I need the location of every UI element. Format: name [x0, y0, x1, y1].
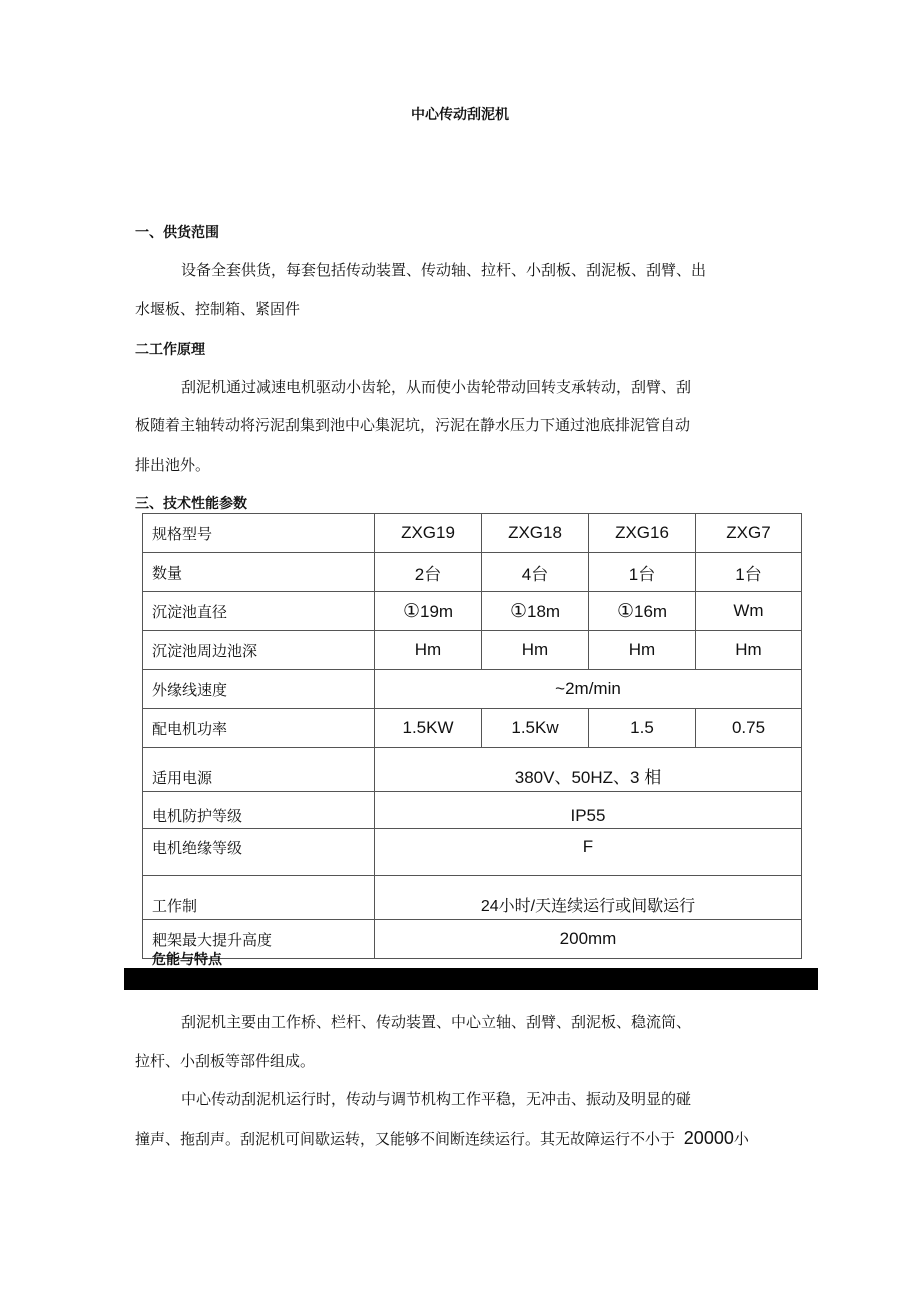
table-cell: [375, 592, 482, 631]
table-cell: Hm: [696, 631, 802, 670]
table-cell: 4台: [482, 553, 589, 592]
row-label: 耙架最大提升高度: [143, 920, 375, 959]
table-cell: 1台: [696, 553, 802, 592]
table-row: [143, 709, 802, 748]
table-cell: 1.5: [589, 709, 696, 748]
page-title: 中心传动刮泥机: [411, 107, 509, 123]
diameter-symbol: ①: [402, 600, 420, 622]
paragraph-line: 水堰板、控制箱、紧固件: [135, 300, 301, 318]
row-label: 沉淀池直径: [143, 592, 375, 631]
table-row: [143, 748, 802, 792]
spec-table: [142, 513, 802, 959]
section-heading-features: 危能与特点: [152, 952, 222, 968]
paragraph-line: 板随着主轴转动将污泥刮集到池中心集泥坑，污泥在静水压力下通过池底排泥管自动: [135, 416, 691, 434]
text-run: 撞声、拖刮声。刮泥机可间歇运转，又能够不间断连续运行。其无故障运行不小于: [135, 1130, 676, 1148]
table-cell: 380V、50HZ、3 相: [375, 748, 802, 792]
table-cell: ZXG7: [696, 514, 802, 553]
paragraph-line: 排出池外。: [135, 456, 211, 474]
table-cell: 200mm: [375, 920, 802, 959]
row-label: 电机防护等级: [143, 792, 375, 829]
table-cell: [482, 592, 589, 631]
paragraph-line: [135, 1128, 749, 1149]
table-row: [143, 876, 802, 920]
table-row: [143, 631, 802, 670]
table-row: [143, 670, 802, 709]
table-cell: F: [375, 829, 802, 876]
table-row: [143, 792, 802, 829]
section-heading-supply: 一、供货范围: [135, 225, 219, 241]
table-cell: [589, 592, 696, 631]
black-bar-divider: [124, 968, 818, 990]
row-label: 沉淀池周边池深: [143, 631, 375, 670]
text-run: 小: [733, 1130, 749, 1148]
cell-value: 19m: [419, 601, 454, 621]
table-cell: 1.5KW: [375, 709, 482, 748]
row-label: 工作制: [143, 876, 375, 920]
paragraph-line: 中心传动刮泥机运行时，传动与调节机构工作平稳，无冲击、振动及明显的碰: [181, 1090, 692, 1108]
table-row: [143, 514, 802, 553]
table-cell: 1.5Kw: [482, 709, 589, 748]
table-row: [143, 592, 802, 631]
table-cell: 0.75: [696, 709, 802, 748]
diameter-symbol: ①: [616, 600, 634, 622]
row-label: 配电机功率: [143, 709, 375, 748]
table-cell: 2台: [375, 553, 482, 592]
table-cell: IP55: [375, 792, 802, 829]
paragraph-line: 刮泥机主要由工作桥、栏杆、传动装置、中心立轴、刮臂、刮泥板、稳流筒、: [181, 1013, 692, 1031]
section-heading-params: 三、技术性能参数: [135, 496, 247, 512]
cell-value: 18m: [526, 601, 561, 621]
paragraph-line: 刮泥机通过减速电机驱动小齿轮，从而使小齿轮带动回转支承转动，刮臂、刮: [181, 378, 692, 396]
table-cell: Wm: [696, 592, 802, 631]
table-cell: ZXG19: [375, 514, 482, 553]
table-row: [143, 920, 802, 959]
paragraph-line: 拉杆、小刮板等部件组成。: [135, 1052, 316, 1070]
table-cell: Hm: [589, 631, 696, 670]
table-cell: ZXG18: [482, 514, 589, 553]
table-cell: ~2m/min: [375, 670, 802, 709]
row-label: 电机绝缘等级: [143, 829, 375, 876]
table-row: [143, 553, 802, 592]
section-heading-principle: 二工作原理: [135, 342, 205, 358]
row-label: 规格型号: [143, 514, 375, 553]
row-label: 数量: [143, 553, 375, 592]
table-cell: Hm: [375, 631, 482, 670]
diameter-symbol: ①: [509, 600, 527, 622]
cell-value: 16m: [633, 601, 668, 621]
number-20000: 20000: [683, 1128, 734, 1148]
table-cell: 1台: [589, 553, 696, 592]
table-cell: ZXG16: [589, 514, 696, 553]
table-cell: 24小时/天连续运行或间歇运行: [375, 876, 802, 920]
paragraph-line: 设备全套供货，每套包括传动装置、传动轴、拉杆、小刮板、刮泥板、刮臂、出: [181, 261, 707, 279]
row-label: 外缘线速度: [143, 670, 375, 709]
row-label: 适用电源: [143, 748, 375, 792]
table-row: [143, 829, 802, 876]
table-cell: Hm: [482, 631, 589, 670]
